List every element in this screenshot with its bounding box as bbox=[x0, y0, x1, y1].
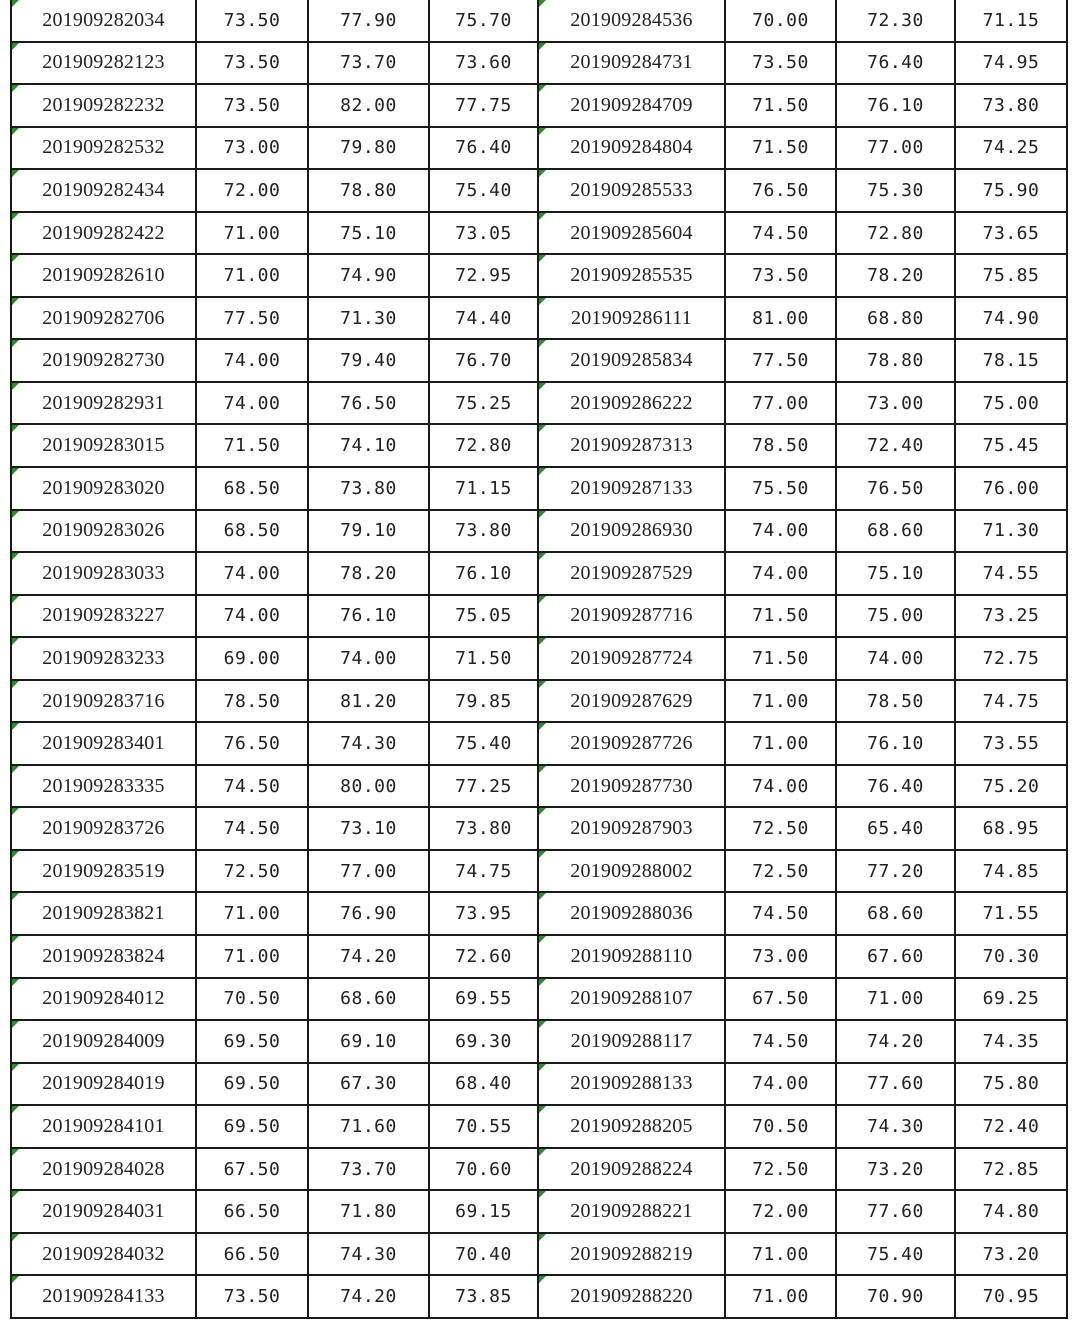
written-score-right: 71.00 bbox=[725, 1233, 836, 1276]
candidate-id-left: 201909283821 bbox=[11, 892, 196, 935]
total-score-left: 70.55 bbox=[429, 1105, 538, 1148]
written-score-left: 70.50 bbox=[196, 978, 308, 1021]
candidate-id-left: 201909283726 bbox=[11, 807, 196, 850]
candidate-id-right: 201909285604 bbox=[538, 212, 725, 255]
written-score-left: 69.50 bbox=[196, 1020, 308, 1063]
interview-score-right: 77.00 bbox=[836, 127, 955, 170]
written-score-right: 76.50 bbox=[725, 169, 836, 212]
interview-score-right: 76.50 bbox=[836, 467, 955, 510]
written-score-right: 74.50 bbox=[725, 212, 836, 255]
written-score-right: 75.50 bbox=[725, 467, 836, 510]
written-score-left: 66.50 bbox=[196, 1190, 308, 1233]
candidate-id-right: 201909287313 bbox=[538, 424, 725, 467]
candidate-id-left: 201909282422 bbox=[11, 212, 196, 255]
interview-score-left: 76.10 bbox=[308, 595, 429, 638]
written-score-right: 71.50 bbox=[725, 595, 836, 638]
interview-score-left: 73.80 bbox=[308, 467, 429, 510]
written-score-right: 70.00 bbox=[725, 0, 836, 42]
total-score-right: 76.00 bbox=[955, 467, 1067, 510]
written-score-left: 72.50 bbox=[196, 850, 308, 893]
written-score-right: 72.00 bbox=[725, 1190, 836, 1233]
interview-score-left: 74.00 bbox=[308, 637, 429, 680]
written-score-left: 68.50 bbox=[196, 467, 308, 510]
written-score-left: 66.50 bbox=[196, 1233, 308, 1276]
written-score-left: 74.50 bbox=[196, 807, 308, 850]
table-row bbox=[11, 978, 1067, 1021]
candidate-id-right: 201909288205 bbox=[538, 1105, 725, 1148]
total-score-right: 75.00 bbox=[955, 382, 1067, 425]
total-score-right: 70.95 bbox=[955, 1275, 1067, 1318]
interview-score-right: 75.10 bbox=[836, 552, 955, 595]
interview-score-left: 69.10 bbox=[308, 1020, 429, 1063]
interview-score-left: 71.80 bbox=[308, 1190, 429, 1233]
interview-score-left: 75.10 bbox=[308, 212, 429, 255]
candidate-id-left: 201909283335 bbox=[11, 765, 196, 808]
total-score-left: 76.70 bbox=[429, 339, 538, 382]
interview-score-right: 68.80 bbox=[836, 297, 955, 340]
candidate-id-right: 201909286111 bbox=[538, 297, 725, 340]
interview-score-left: 71.30 bbox=[308, 297, 429, 340]
candidate-id-left: 201909282034 bbox=[11, 0, 196, 42]
written-score-right: 71.00 bbox=[725, 1275, 836, 1318]
interview-score-right: 75.40 bbox=[836, 1233, 955, 1276]
total-score-right: 74.80 bbox=[955, 1190, 1067, 1233]
interview-score-right: 68.60 bbox=[836, 892, 955, 935]
total-score-left: 72.80 bbox=[429, 424, 538, 467]
interview-score-right: 75.30 bbox=[836, 169, 955, 212]
interview-score-left: 78.80 bbox=[308, 169, 429, 212]
total-score-left: 73.80 bbox=[429, 510, 538, 553]
total-score-left: 73.95 bbox=[429, 892, 538, 935]
interview-score-left: 74.30 bbox=[308, 1233, 429, 1276]
interview-score-left: 74.90 bbox=[308, 254, 429, 297]
candidate-id-left: 201909282706 bbox=[11, 297, 196, 340]
candidate-id-left: 201909284101 bbox=[11, 1105, 196, 1148]
interview-score-left: 79.80 bbox=[308, 127, 429, 170]
table-row bbox=[11, 680, 1067, 723]
total-score-right: 73.25 bbox=[955, 595, 1067, 638]
interview-score-right: 77.60 bbox=[836, 1190, 955, 1233]
total-score-left: 73.85 bbox=[429, 1275, 538, 1318]
written-score-left: 69.50 bbox=[196, 1063, 308, 1106]
interview-score-left: 79.40 bbox=[308, 339, 429, 382]
written-score-left: 74.00 bbox=[196, 339, 308, 382]
candidate-id-right: 201909288219 bbox=[538, 1233, 725, 1276]
total-score-left: 70.60 bbox=[429, 1148, 538, 1191]
interview-score-left: 74.10 bbox=[308, 424, 429, 467]
written-score-left: 69.00 bbox=[196, 637, 308, 680]
table-row bbox=[11, 510, 1067, 553]
total-score-left: 75.05 bbox=[429, 595, 538, 638]
written-score-left: 71.00 bbox=[196, 892, 308, 935]
total-score-left: 76.10 bbox=[429, 552, 538, 595]
table-row bbox=[11, 382, 1067, 425]
written-score-left: 74.00 bbox=[196, 382, 308, 425]
interview-score-left: 74.20 bbox=[308, 935, 429, 978]
candidate-id-left: 201909283033 bbox=[11, 552, 196, 595]
interview-score-left: 77.00 bbox=[308, 850, 429, 893]
interview-score-left: 76.50 bbox=[308, 382, 429, 425]
written-score-right: 77.50 bbox=[725, 339, 836, 382]
written-score-left: 68.50 bbox=[196, 510, 308, 553]
candidate-id-right: 201909288133 bbox=[538, 1063, 725, 1106]
total-score-left: 69.15 bbox=[429, 1190, 538, 1233]
total-score-right: 71.30 bbox=[955, 510, 1067, 553]
written-score-left: 71.00 bbox=[196, 935, 308, 978]
candidate-id-right: 201909284709 bbox=[538, 84, 725, 127]
written-score-right: 81.00 bbox=[725, 297, 836, 340]
candidate-id-right: 201909288036 bbox=[538, 892, 725, 935]
written-score-right: 71.50 bbox=[725, 127, 836, 170]
candidate-id-left: 201909284133 bbox=[11, 1275, 196, 1318]
table-row bbox=[11, 1105, 1067, 1148]
candidate-id-left: 201909282532 bbox=[11, 127, 196, 170]
table-row bbox=[11, 424, 1067, 467]
candidate-id-left: 201909283824 bbox=[11, 935, 196, 978]
interview-score-left: 73.70 bbox=[308, 42, 429, 85]
written-score-left: 74.00 bbox=[196, 595, 308, 638]
candidate-id-right: 201909288117 bbox=[538, 1020, 725, 1063]
table-row bbox=[11, 850, 1067, 893]
candidate-id-left: 201909283401 bbox=[11, 722, 196, 765]
table-body bbox=[11, 0, 1067, 1318]
total-score-right: 74.95 bbox=[955, 42, 1067, 85]
total-score-right: 73.80 bbox=[955, 84, 1067, 127]
interview-score-right: 74.30 bbox=[836, 1105, 955, 1148]
total-score-left: 75.40 bbox=[429, 169, 538, 212]
total-score-right: 75.45 bbox=[955, 424, 1067, 467]
interview-score-left: 74.30 bbox=[308, 722, 429, 765]
total-score-left: 70.40 bbox=[429, 1233, 538, 1276]
total-score-left: 77.25 bbox=[429, 765, 538, 808]
candidate-id-left: 201909283020 bbox=[11, 467, 196, 510]
candidate-id-left: 201909283015 bbox=[11, 424, 196, 467]
candidate-id-left: 201909284009 bbox=[11, 1020, 196, 1063]
total-score-right: 78.15 bbox=[955, 339, 1067, 382]
total-score-left: 71.50 bbox=[429, 637, 538, 680]
total-score-right: 75.85 bbox=[955, 254, 1067, 297]
written-score-left: 71.50 bbox=[196, 424, 308, 467]
candidate-id-right: 201909287629 bbox=[538, 680, 725, 723]
table-row bbox=[11, 637, 1067, 680]
table-row bbox=[11, 42, 1067, 85]
candidate-id-right: 201909287724 bbox=[538, 637, 725, 680]
candidate-id-right: 201909286930 bbox=[538, 510, 725, 553]
candidate-id-right: 201909287730 bbox=[538, 765, 725, 808]
interview-score-right: 74.00 bbox=[836, 637, 955, 680]
interview-score-right: 76.10 bbox=[836, 84, 955, 127]
table-row bbox=[11, 84, 1067, 127]
table-row bbox=[11, 765, 1067, 808]
table-row bbox=[11, 892, 1067, 935]
written-score-left: 78.50 bbox=[196, 680, 308, 723]
total-score-right: 71.55 bbox=[955, 892, 1067, 935]
interview-score-right: 73.00 bbox=[836, 382, 955, 425]
total-score-left: 72.60 bbox=[429, 935, 538, 978]
total-score-left: 69.55 bbox=[429, 978, 538, 1021]
written-score-right: 74.00 bbox=[725, 1063, 836, 1106]
total-score-left: 74.75 bbox=[429, 850, 538, 893]
candidate-id-left: 201909284019 bbox=[11, 1063, 196, 1106]
candidate-id-left: 201909284031 bbox=[11, 1190, 196, 1233]
written-score-right: 71.50 bbox=[725, 84, 836, 127]
written-score-left: 74.50 bbox=[196, 765, 308, 808]
total-score-left: 75.25 bbox=[429, 382, 538, 425]
candidate-id-right: 201909284536 bbox=[538, 0, 725, 42]
interview-score-right: 76.10 bbox=[836, 722, 955, 765]
table-row bbox=[11, 1020, 1067, 1063]
interview-score-right: 76.40 bbox=[836, 765, 955, 808]
total-score-right: 73.65 bbox=[955, 212, 1067, 255]
candidate-id-left: 201909282232 bbox=[11, 84, 196, 127]
written-score-left: 71.00 bbox=[196, 212, 308, 255]
total-score-right: 74.75 bbox=[955, 680, 1067, 723]
written-score-right: 72.50 bbox=[725, 1148, 836, 1191]
interview-score-right: 72.30 bbox=[836, 0, 955, 42]
candidate-id-right: 201909285535 bbox=[538, 254, 725, 297]
table-row bbox=[11, 1063, 1067, 1106]
written-score-right: 74.00 bbox=[725, 552, 836, 595]
written-score-right: 72.50 bbox=[725, 850, 836, 893]
interview-score-right: 70.90 bbox=[836, 1275, 955, 1318]
written-score-right: 73.50 bbox=[725, 254, 836, 297]
written-score-left: 73.00 bbox=[196, 127, 308, 170]
table-row bbox=[11, 1190, 1067, 1233]
written-score-left: 76.50 bbox=[196, 722, 308, 765]
candidate-id-right: 201909284804 bbox=[538, 127, 725, 170]
candidate-id-right: 201909288002 bbox=[538, 850, 725, 893]
interview-score-left: 73.70 bbox=[308, 1148, 429, 1191]
total-score-left: 69.30 bbox=[429, 1020, 538, 1063]
written-score-right: 70.50 bbox=[725, 1105, 836, 1148]
candidate-id-right: 201909288224 bbox=[538, 1148, 725, 1191]
total-score-right: 72.85 bbox=[955, 1148, 1067, 1191]
interview-score-left: 80.00 bbox=[308, 765, 429, 808]
interview-score-right: 68.60 bbox=[836, 510, 955, 553]
written-score-left: 72.00 bbox=[196, 169, 308, 212]
total-score-left: 75.70 bbox=[429, 0, 538, 42]
candidate-id-left: 201909283233 bbox=[11, 637, 196, 680]
written-score-left: 77.50 bbox=[196, 297, 308, 340]
written-score-right: 74.00 bbox=[725, 510, 836, 553]
interview-score-right: 71.00 bbox=[836, 978, 955, 1021]
interview-score-left: 76.90 bbox=[308, 892, 429, 935]
candidate-id-right: 201909288107 bbox=[538, 978, 725, 1021]
table-row bbox=[11, 595, 1067, 638]
table-row bbox=[11, 169, 1067, 212]
table-row bbox=[11, 807, 1067, 850]
interview-score-right: 77.20 bbox=[836, 850, 955, 893]
total-score-right: 72.75 bbox=[955, 637, 1067, 680]
total-score-right: 69.25 bbox=[955, 978, 1067, 1021]
interview-score-left: 77.90 bbox=[308, 0, 429, 42]
candidate-id-left: 201909282123 bbox=[11, 42, 196, 85]
written-score-left: 73.50 bbox=[196, 84, 308, 127]
interview-score-left: 74.20 bbox=[308, 1275, 429, 1318]
interview-score-right: 78.50 bbox=[836, 680, 955, 723]
candidate-id-right: 201909288221 bbox=[538, 1190, 725, 1233]
written-score-right: 74.50 bbox=[725, 892, 836, 935]
total-score-left: 79.85 bbox=[429, 680, 538, 723]
written-score-left: 71.00 bbox=[196, 254, 308, 297]
written-score-right: 67.50 bbox=[725, 978, 836, 1021]
written-score-left: 67.50 bbox=[196, 1148, 308, 1191]
total-score-right: 75.20 bbox=[955, 765, 1067, 808]
total-score-right: 74.25 bbox=[955, 127, 1067, 170]
total-score-left: 75.40 bbox=[429, 722, 538, 765]
interview-score-right: 65.40 bbox=[836, 807, 955, 850]
candidate-id-right: 201909288110 bbox=[538, 935, 725, 978]
interview-score-right: 78.20 bbox=[836, 254, 955, 297]
table-row bbox=[11, 0, 1067, 42]
total-score-right: 75.90 bbox=[955, 169, 1067, 212]
table-row bbox=[11, 552, 1067, 595]
candidate-id-right: 201909287133 bbox=[538, 467, 725, 510]
table-row bbox=[11, 1148, 1067, 1191]
interview-score-right: 72.80 bbox=[836, 212, 955, 255]
candidate-id-right: 201909287529 bbox=[538, 552, 725, 595]
table-row bbox=[11, 254, 1067, 297]
written-score-right: 74.50 bbox=[725, 1020, 836, 1063]
interview-score-right: 67.60 bbox=[836, 935, 955, 978]
interview-score-right: 72.40 bbox=[836, 424, 955, 467]
candidate-id-right: 201909286222 bbox=[538, 382, 725, 425]
total-score-right: 73.20 bbox=[955, 1233, 1067, 1276]
written-score-left: 69.50 bbox=[196, 1105, 308, 1148]
written-score-left: 73.50 bbox=[196, 42, 308, 85]
table-row bbox=[11, 1233, 1067, 1276]
written-score-right: 73.00 bbox=[725, 935, 836, 978]
total-score-right: 74.55 bbox=[955, 552, 1067, 595]
written-score-left: 74.00 bbox=[196, 552, 308, 595]
total-score-left: 68.40 bbox=[429, 1063, 538, 1106]
candidate-id-right: 201909285834 bbox=[538, 339, 725, 382]
table-row bbox=[11, 722, 1067, 765]
table-row bbox=[11, 467, 1067, 510]
candidate-id-left: 201909284028 bbox=[11, 1148, 196, 1191]
interview-score-right: 75.00 bbox=[836, 595, 955, 638]
candidate-id-left: 201909282610 bbox=[11, 254, 196, 297]
candidate-id-left: 201909283026 bbox=[11, 510, 196, 553]
candidate-id-right: 201909287726 bbox=[538, 722, 725, 765]
written-score-left: 73.50 bbox=[196, 0, 308, 42]
written-score-right: 71.00 bbox=[725, 722, 836, 765]
written-score-right: 72.50 bbox=[725, 807, 836, 850]
candidate-id-left: 201909282434 bbox=[11, 169, 196, 212]
total-score-left: 71.15 bbox=[429, 467, 538, 510]
interview-score-right: 76.40 bbox=[836, 42, 955, 85]
interview-score-right: 73.20 bbox=[836, 1148, 955, 1191]
table-row bbox=[11, 339, 1067, 382]
total-score-left: 73.05 bbox=[429, 212, 538, 255]
total-score-right: 74.85 bbox=[955, 850, 1067, 893]
total-score-right: 74.90 bbox=[955, 297, 1067, 340]
total-score-right: 70.30 bbox=[955, 935, 1067, 978]
candidate-id-right: 201909285533 bbox=[538, 169, 725, 212]
interview-score-right: 77.60 bbox=[836, 1063, 955, 1106]
total-score-right: 72.40 bbox=[955, 1105, 1067, 1148]
candidate-id-right: 201909287903 bbox=[538, 807, 725, 850]
written-score-right: 78.50 bbox=[725, 424, 836, 467]
table-row bbox=[11, 212, 1067, 255]
written-score-left: 73.50 bbox=[196, 1275, 308, 1318]
interview-score-left: 82.00 bbox=[308, 84, 429, 127]
total-score-left: 73.80 bbox=[429, 807, 538, 850]
total-score-right: 75.80 bbox=[955, 1063, 1067, 1106]
candidate-id-left: 201909282931 bbox=[11, 382, 196, 425]
candidate-id-left: 201909283716 bbox=[11, 680, 196, 723]
total-score-left: 76.40 bbox=[429, 127, 538, 170]
total-score-left: 72.95 bbox=[429, 254, 538, 297]
total-score-right: 74.35 bbox=[955, 1020, 1067, 1063]
candidate-id-left: 201909283227 bbox=[11, 595, 196, 638]
candidate-id-right: 201909287716 bbox=[538, 595, 725, 638]
candidate-id-left: 201909284032 bbox=[11, 1233, 196, 1276]
candidate-id-left: 201909283519 bbox=[11, 850, 196, 893]
score-table bbox=[10, 0, 1068, 1319]
candidate-id-left: 201909282730 bbox=[11, 339, 196, 382]
total-score-left: 74.40 bbox=[429, 297, 538, 340]
candidate-id-right: 201909284731 bbox=[538, 42, 725, 85]
written-score-right: 77.00 bbox=[725, 382, 836, 425]
total-score-left: 73.60 bbox=[429, 42, 538, 85]
interview-score-right: 78.80 bbox=[836, 339, 955, 382]
table-row bbox=[11, 297, 1067, 340]
table-row bbox=[11, 1275, 1067, 1318]
written-score-right: 73.50 bbox=[725, 42, 836, 85]
interview-score-left: 67.30 bbox=[308, 1063, 429, 1106]
total-score-right: 73.55 bbox=[955, 722, 1067, 765]
interview-score-left: 78.20 bbox=[308, 552, 429, 595]
written-score-right: 71.00 bbox=[725, 680, 836, 723]
interview-score-left: 81.20 bbox=[308, 680, 429, 723]
written-score-right: 74.00 bbox=[725, 765, 836, 808]
interview-score-left: 79.10 bbox=[308, 510, 429, 553]
table-row bbox=[11, 935, 1067, 978]
interview-score-left: 68.60 bbox=[308, 978, 429, 1021]
table-row bbox=[11, 127, 1067, 170]
interview-score-left: 71.60 bbox=[308, 1105, 429, 1148]
written-score-right: 71.50 bbox=[725, 637, 836, 680]
candidate-id-right: 201909288220 bbox=[538, 1275, 725, 1318]
total-score-right: 71.15 bbox=[955, 0, 1067, 42]
total-score-right: 68.95 bbox=[955, 807, 1067, 850]
interview-score-left: 73.10 bbox=[308, 807, 429, 850]
interview-score-right: 74.20 bbox=[836, 1020, 955, 1063]
total-score-left: 77.75 bbox=[429, 84, 538, 127]
candidate-id-left: 201909284012 bbox=[11, 978, 196, 1021]
